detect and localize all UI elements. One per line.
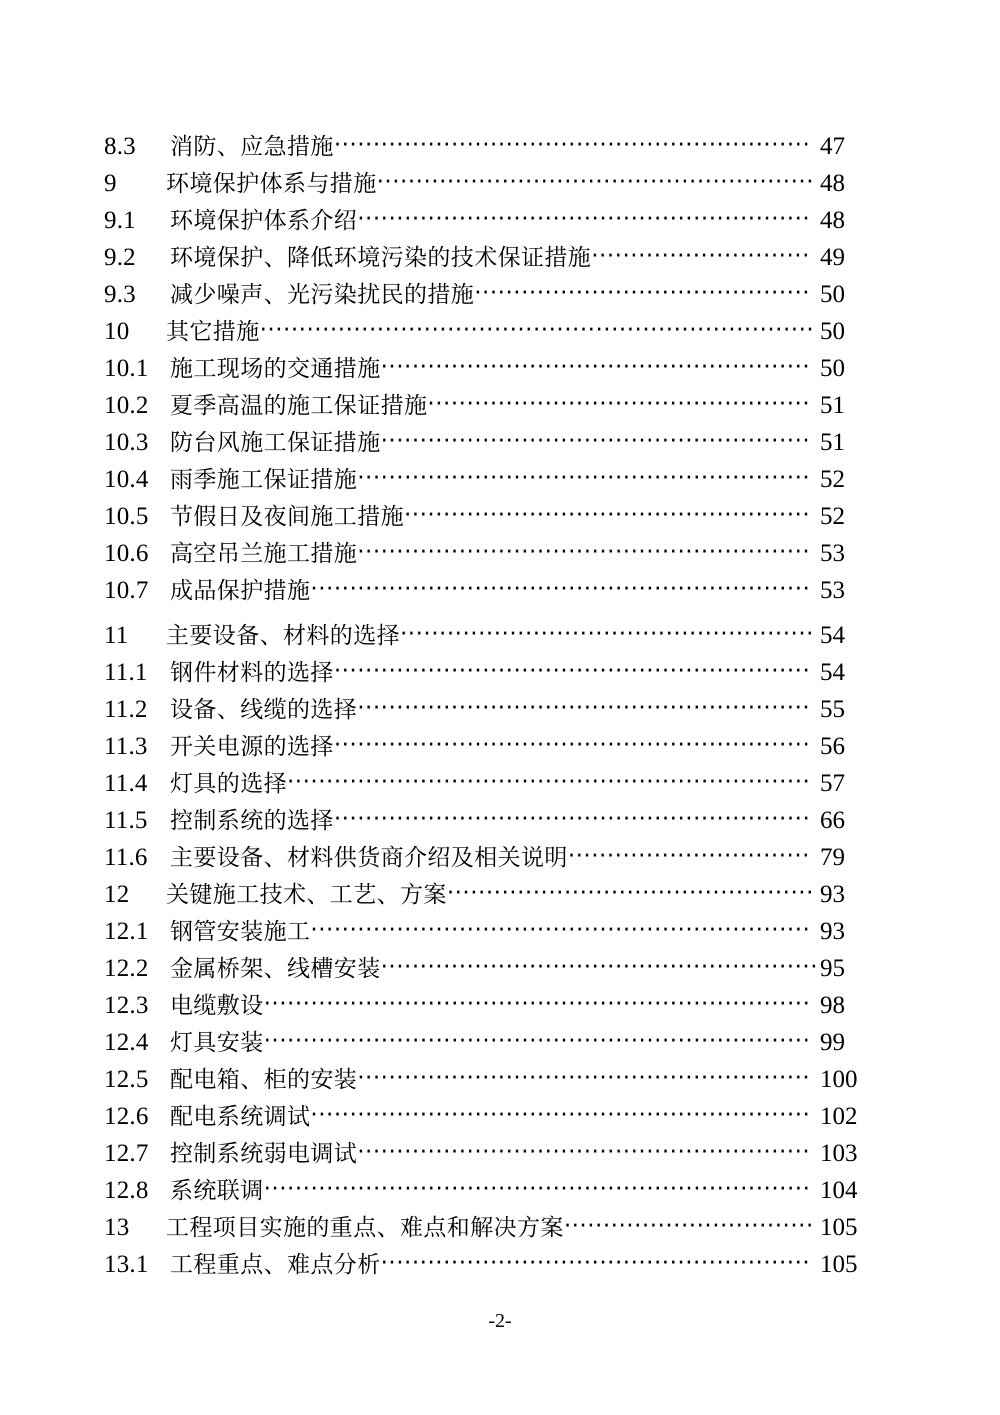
- toc-entry-title: 减少噪声、光污染扰民的措施: [170, 282, 475, 308]
- toc-leader-dots: [264, 986, 812, 1023]
- toc-entry-title: 消防、应急措施: [170, 134, 334, 160]
- toc-entry-page-number: 95: [820, 955, 845, 982]
- toc-entry-number: 9.3: [104, 281, 136, 308]
- toc-entry[interactable]: [104, 313, 864, 350]
- toc-entry-number: 10.5: [104, 503, 149, 530]
- toc-entry-page-number: 48: [820, 207, 845, 234]
- toc-entry-title: 雨季施工保证措施: [170, 467, 358, 493]
- toc-entry-title: 关键施工技术、工艺、方案: [166, 882, 447, 908]
- toc-entry-page-number: 47: [820, 133, 845, 160]
- toc-entry-page-number: 52: [820, 466, 845, 493]
- toc-entry[interactable]: [104, 535, 864, 572]
- toc-entry-page-number: 50: [820, 318, 845, 345]
- toc-leader-dots: [400, 616, 812, 653]
- toc-entry-page-number: 50: [820, 355, 845, 382]
- toc-entry-number: 10.6: [104, 540, 149, 567]
- toc-entry[interactable]: [104, 765, 864, 802]
- toc-entry-page-number: 56: [820, 733, 845, 760]
- toc-leader-dots: [264, 1171, 812, 1208]
- toc-entry-page-number: 51: [820, 429, 845, 456]
- toc-entry-page-number: 98: [820, 992, 845, 1019]
- toc-entry[interactable]: [104, 572, 864, 609]
- toc-entry-title: 控制系统的选择: [170, 808, 334, 834]
- toc-entry-number: 12.8: [104, 1177, 149, 1204]
- toc-entry-number: 11.5: [104, 807, 148, 834]
- toc-leader-dots: [334, 801, 812, 838]
- toc-entry-page-number: 102: [820, 1103, 858, 1130]
- toc-leader-dots: [357, 690, 812, 727]
- toc-entry[interactable]: [104, 350, 864, 387]
- toc-entry[interactable]: [104, 691, 864, 728]
- toc-entry-page-number: 51: [820, 392, 845, 419]
- toc-leader-dots: [381, 949, 820, 986]
- toc-entry[interactable]: [104, 1246, 864, 1283]
- toc-entry-title: 高空吊兰施工措施: [170, 541, 358, 567]
- toc-entry-title: 金属桥架、线槽安装: [170, 956, 381, 982]
- toc-entry-number: 11.2: [104, 696, 148, 723]
- toc-entry-title: 灯具的选择: [170, 771, 287, 797]
- toc-leader-dots: [310, 1097, 812, 1134]
- toc-leader-dots: [381, 423, 812, 460]
- toc-entry-title: 电缆敷设: [170, 993, 264, 1019]
- toc-entry-page-number: 105: [820, 1251, 858, 1278]
- toc-entry-number: 10.2: [104, 392, 149, 419]
- toc-entry-title: 成品保护措施: [170, 578, 311, 604]
- toc-entry-title: 系统联调: [170, 1178, 264, 1204]
- toc-leader-dots: [404, 497, 812, 534]
- toc-leader-dots: [591, 238, 812, 275]
- toc-entry-number: 9: [104, 170, 117, 197]
- toc-entry-page-number: 99: [820, 1029, 845, 1056]
- toc-entry[interactable]: [104, 498, 864, 535]
- toc-entry[interactable]: [104, 617, 864, 654]
- toc-entry[interactable]: [104, 1209, 864, 1246]
- toc-entry-page-number: 93: [820, 918, 845, 945]
- toc-entry-title: 环境保护体系介绍: [170, 208, 358, 234]
- toc-leader-dots: [568, 838, 812, 875]
- toc-entry[interactable]: [104, 913, 864, 950]
- toc-entry-title: 钢件材料的选择: [170, 660, 334, 686]
- toc-entry-title: 环境保护体系与措施: [166, 171, 377, 197]
- toc-leader-dots: [427, 386, 812, 423]
- toc-entry-title: 工程重点、难点分析: [170, 1252, 381, 1278]
- toc-entry-page-number: 79: [820, 844, 845, 871]
- toc-entry[interactable]: [104, 1172, 864, 1209]
- toc-entry-number: 13.1: [104, 1251, 149, 1278]
- toc-entry-number: 12.3: [104, 992, 149, 1019]
- toc-entry-title: 防台风施工保证措施: [170, 430, 381, 456]
- toc-entry-page-number: 53: [820, 540, 845, 567]
- toc-entry[interactable]: [104, 461, 864, 498]
- toc-entry-page-number: 66: [820, 807, 845, 834]
- toc-entry-title: 灯具安装: [170, 1030, 264, 1056]
- toc-entry-page-number: 50: [820, 281, 845, 308]
- toc-entry-number: 10.1: [104, 355, 149, 382]
- toc-entry-number: 9.2: [104, 244, 136, 271]
- toc-entry-title: 夏季高温的施工保证措施: [170, 393, 428, 419]
- toc-entry-page-number: 53: [820, 577, 845, 604]
- toc-leader-dots: [564, 1208, 812, 1245]
- toc-entry[interactable]: [104, 987, 864, 1024]
- toc-entry-title: 配电系统调试: [170, 1104, 311, 1130]
- toc-leader-dots: [377, 164, 812, 201]
- toc-entry-title: 工程项目实施的重点、难点和解决方案: [166, 1215, 564, 1241]
- toc-entry[interactable]: [104, 728, 864, 765]
- toc-entry[interactable]: [104, 1061, 864, 1098]
- toc-entry[interactable]: [104, 276, 864, 313]
- toc-entry-page-number: 57: [820, 770, 845, 797]
- toc-entry-number: 12.6: [104, 1103, 149, 1130]
- toc-entry-title: 施工现场的交通措施: [170, 356, 381, 382]
- toc-leader-dots: [264, 1023, 812, 1060]
- toc-entry-title: 主要设备、材料的选择: [166, 623, 400, 649]
- toc-entry-number: 12.7: [104, 1140, 149, 1167]
- toc-entry-page-number: 49: [820, 244, 845, 271]
- toc-entry-number: 12.4: [104, 1029, 149, 1056]
- toc-entry-page-number: 54: [820, 622, 845, 649]
- toc-entry-number: 11: [104, 622, 129, 649]
- toc-entry[interactable]: [104, 876, 864, 913]
- toc-entry-number: 10.3: [104, 429, 149, 456]
- toc-leader-dots: [334, 653, 812, 690]
- toc-leader-dots: [357, 201, 812, 238]
- toc-entry-number: 11.1: [104, 659, 148, 686]
- toc-entry-page-number: 93: [820, 881, 845, 908]
- toc-entry-page-number: 105: [820, 1214, 858, 1241]
- toc-entry-title: 控制系统弱电调试: [170, 1141, 358, 1167]
- toc-leader-dots: [447, 875, 812, 912]
- page-number-footer: -2-: [488, 1310, 512, 1332]
- toc-entry[interactable]: [104, 202, 864, 239]
- toc-entry-number: 10: [104, 318, 130, 345]
- toc-entry[interactable]: [104, 1024, 864, 1061]
- toc-entry-title: 钢管安装施工: [170, 919, 311, 945]
- toc-entry-number: 8.3: [104, 133, 136, 160]
- toc-entry-page-number: 52: [820, 503, 845, 530]
- toc-entry[interactable]: [104, 839, 864, 876]
- toc-leader-dots: [357, 460, 812, 497]
- toc-entry[interactable]: [104, 128, 864, 165]
- toc-entry-page-number: 54: [820, 659, 845, 686]
- toc-entry-number: 9.1: [104, 207, 136, 234]
- toc-entry-title: 设备、线缆的选择: [170, 697, 358, 723]
- toc-entry-number: 10.7: [104, 577, 149, 604]
- toc-entry-page-number: 104: [820, 1177, 858, 1204]
- toc-leader-dots: [357, 534, 812, 571]
- toc-entry[interactable]: [104, 165, 864, 202]
- toc-leader-dots: [474, 275, 812, 312]
- toc-entry-number: 11.4: [104, 770, 148, 797]
- toc-entry-title: 配电箱、柜的安装: [170, 1067, 358, 1093]
- toc-entry[interactable]: [104, 239, 864, 276]
- toc-entry-number: 12.2: [104, 955, 149, 982]
- toc-entry-title: 开关电源的选择: [170, 734, 334, 760]
- toc-entry-title: 环境保护、降低环境污染的技术保证措施: [170, 245, 592, 271]
- toc-entry-number: 12: [104, 881, 130, 908]
- toc-leader-dots: [287, 764, 812, 801]
- toc-leader-dots: [357, 1134, 812, 1171]
- toc-leader-dots: [260, 312, 812, 349]
- toc-leader-dots: [357, 1060, 812, 1097]
- toc-entry[interactable]: [104, 802, 864, 839]
- toc-entry-page-number: 103: [820, 1140, 858, 1167]
- toc-entry[interactable]: [104, 1135, 864, 1172]
- toc-leader-dots: [310, 571, 812, 608]
- toc-entry-title: 其它措施: [166, 319, 260, 345]
- toc-entry-number: 13: [104, 1214, 130, 1241]
- toc-entry[interactable]: [104, 1098, 864, 1135]
- toc-entry[interactable]: [104, 424, 864, 461]
- toc-entry-page-number: 100: [820, 1066, 858, 1093]
- toc-entry-title: 节假日及夜间施工措施: [170, 504, 404, 530]
- toc-entry-page-number: 55: [820, 696, 845, 723]
- toc-entry-number: 11.6: [104, 844, 148, 871]
- toc-entry-title: 主要设备、材料供货商介绍及相关说明: [170, 845, 568, 871]
- toc-entry[interactable]: [104, 387, 864, 424]
- toc-entry[interactable]: [104, 654, 864, 691]
- toc-leader-dots: [334, 727, 812, 764]
- toc-leader-dots: [381, 349, 812, 386]
- toc-entry-page-number: 48: [820, 170, 845, 197]
- toc-entry[interactable]: [104, 950, 864, 987]
- toc-leader-dots: [381, 1245, 812, 1282]
- toc-entry-number: 10.4: [104, 466, 149, 493]
- toc-leader-dots: [310, 912, 812, 949]
- toc-entry-number: 11.3: [104, 733, 148, 760]
- table-of-contents: [104, 128, 864, 1283]
- toc-entry-number: 12.5: [104, 1066, 149, 1093]
- toc-entry-number: 12.1: [104, 918, 149, 945]
- toc-leader-dots: [334, 127, 812, 164]
